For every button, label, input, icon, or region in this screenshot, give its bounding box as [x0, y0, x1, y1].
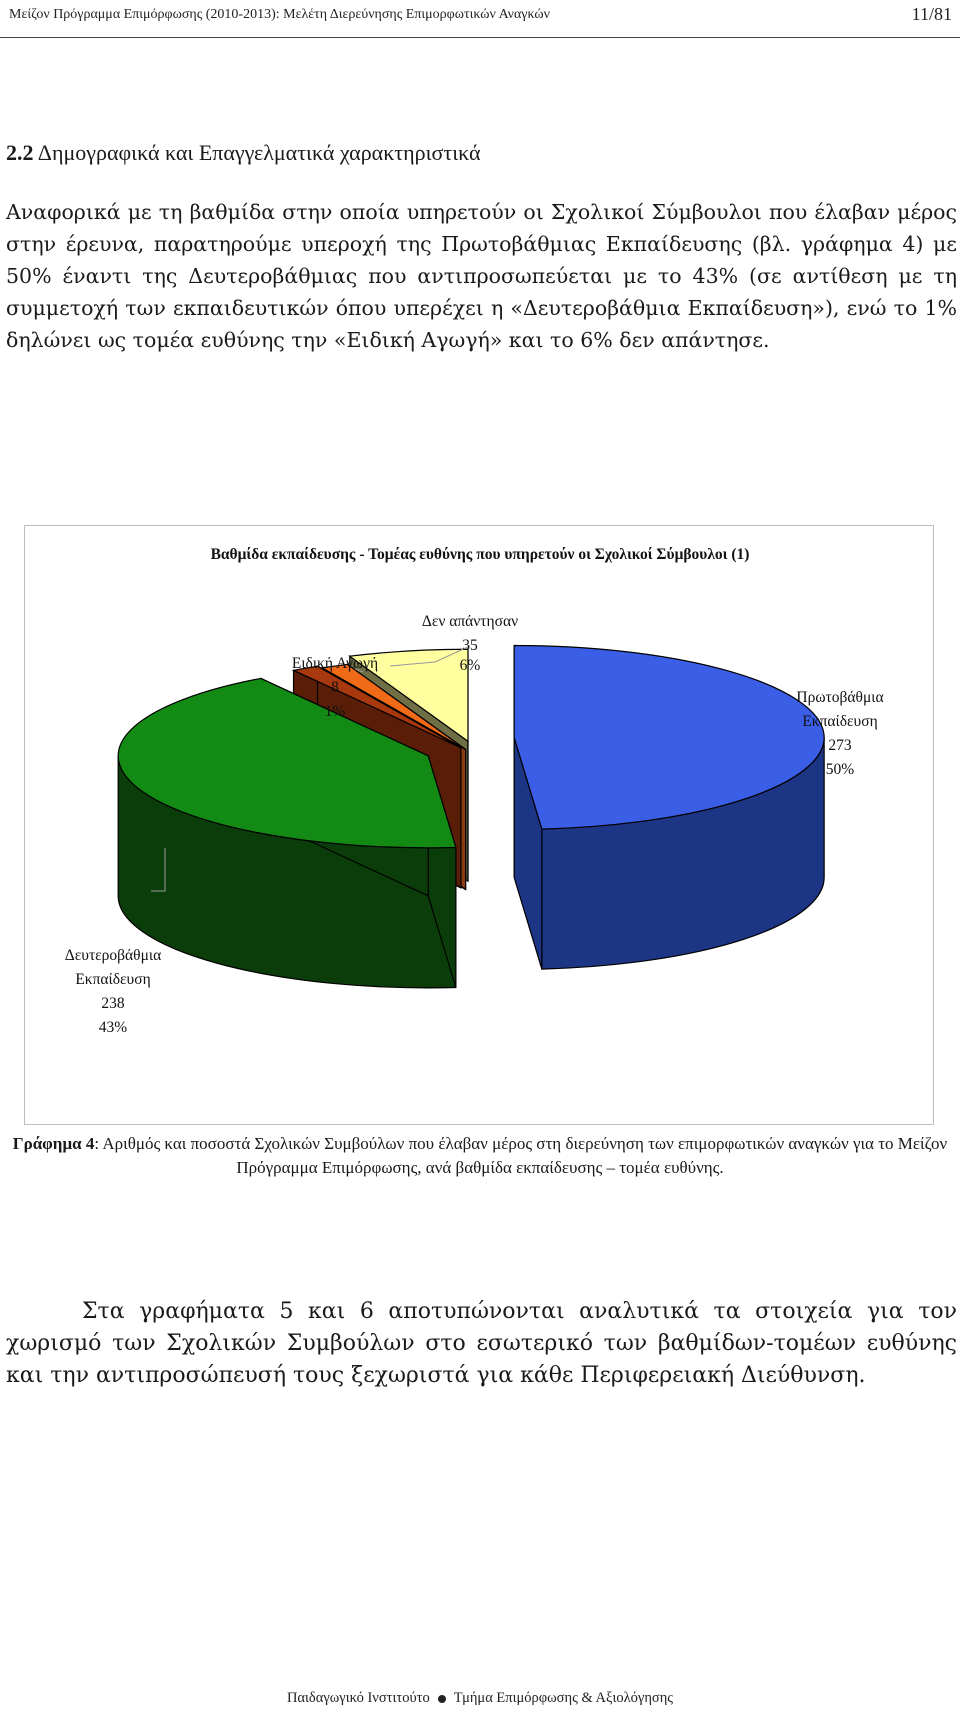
footer-institute: Παιδαγωγικό Ινστιτούτο — [286, 1690, 430, 1706]
label-no-answer-value: 35 — [462, 637, 478, 654]
header-title: Μείζον Πρόγραμμα Επιμόρφωσης (2010-2013): Μελέτη Διερεύνησης Επιμορφωτικών Αναγκών — [9, 7, 550, 22]
page-number: 11/81 — [911, 4, 952, 24]
closing-paragraph-text: Στα γραφήματα 5 και 6 αποτυπώνονται αναλυτικά τα στοιχεία για τον χωρισμό των Σχολικών Συμβούλων στο εσωτερικό των βαθμίδων-τομέων ευθύνης και την αντιπροσώπευσή τους ξεχωριστά για κάθε Περιφερειακή Διεύθυνση. — [6, 1299, 957, 1388]
page-footer — [0, 1690, 960, 1707]
section-title — [6, 140, 481, 166]
header-rule — [0, 37, 960, 38]
label-special-name: Ειδική Αγωγή — [291, 655, 379, 672]
label-primary-percent: 50% — [825, 761, 855, 778]
label-secondary — [53, 944, 173, 1040]
label-special-value: 8 — [331, 679, 339, 696]
label-primary-line2: Εκπαίδευση — [802, 713, 878, 730]
label-no-answer-percent: 6% — [459, 657, 481, 674]
label-primary-line1: Πρωτοβάθμια — [796, 689, 884, 706]
label-secondary-value: 238 — [101, 995, 125, 1012]
intro-paragraph: Αναφορικά με τη βαθμίδα στην οποία υπηρετούν οι Σχολικοί Σύμβουλοι που έλαβαν μέρος στην έρευνα, παρατηρούμε υπεροχή της Πρωτοβάθμιας Εκπαίδευσης (βλ. γράφημα 4) με 50% έναντι της Δευτεροβάθμιας που αντιπροσωπεύεται με το 43% (σε αντίθεση με τη συμμετοχή των εκπαιδευτικών όπου υπερέχει η «Δευτεροβάθμια Εκπαίδευση»), ενώ το 1% δηλώνει ως τομέα ευθύνης την «Ειδική Αγωγή» και το 6% δεν απάντησε. — [6, 200, 957, 352]
figure-caption — [10, 1132, 950, 1180]
section-heading: Δημογραφικά και Επαγγελματικά χαρακτηριστικά — [37, 140, 481, 165]
closing-paragraph — [6, 1296, 957, 1392]
label-primary — [765, 686, 915, 782]
label-no-answer — [400, 610, 540, 682]
label-secondary-percent: 43% — [98, 1019, 128, 1036]
chart-title: Βαθμίδα εκπαίδευσης - Τομέας ευθύνης που υπηρετούν οι Σχολικοί Σύμβουλοι (1) — [210, 546, 750, 563]
pie-chart-frame — [24, 525, 934, 1125]
label-special-percent: 1% — [324, 703, 346, 720]
section-number: 2.2 — [6, 140, 34, 165]
label-special — [275, 652, 395, 724]
label-no-answer-name: Δεν απάντησαν — [421, 613, 519, 630]
label-secondary-line1: Δευτεροβάθμια — [64, 947, 162, 964]
footer-bullet-icon — [438, 1695, 446, 1703]
caption-text: : Αριθμός και ποσοστά Σχολικών Συμβούλων που έλαβαν μέρος στη διερεύνηση των επιμορφωτικών αναγκών για το Μείζον Πρόγραμμα Επιμόρφωσης, ανά βαθμίδα εκπαίδευσης – τομέα ευθύνης. — [94, 1134, 948, 1177]
caption-label: Γράφημα 4 — [12, 1134, 95, 1153]
label-primary-value: 273 — [828, 737, 852, 754]
footer-department: Τμήμα Επιμόρφωσης & Αξιολόγησης — [453, 1690, 674, 1706]
label-secondary-line2: Εκπαίδευση — [75, 971, 151, 988]
